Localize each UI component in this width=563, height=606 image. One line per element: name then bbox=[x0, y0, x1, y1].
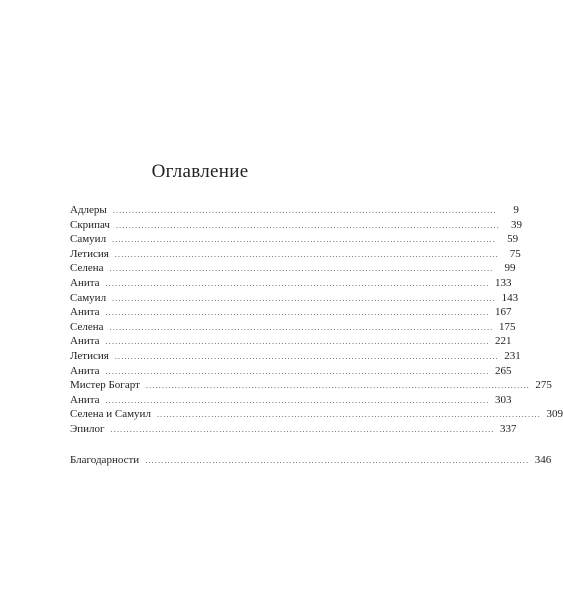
dot-leader: ........................................................................................................................ bbox=[105, 366, 490, 376]
toc-entry-page: 265 bbox=[495, 364, 512, 377]
toc-entry-label: Летисия bbox=[70, 349, 109, 362]
toc-entry-page: 337 bbox=[500, 422, 517, 435]
dot-leader: ........................................................................................................................ bbox=[112, 293, 497, 303]
toc-entry-label: Летисия bbox=[70, 247, 109, 260]
toc-entry-page: 221 bbox=[495, 335, 512, 348]
toc-entry-label: Селена и Самуил bbox=[70, 408, 151, 421]
toc-entry-label: Самуил bbox=[70, 291, 107, 304]
dot-leader: ........................................................................................................................ bbox=[105, 278, 490, 288]
dot-leader: ........................................................................................................................ bbox=[112, 206, 497, 215]
toc-entry-label: Анита bbox=[70, 335, 100, 348]
dot-leader: ........................................................................................................................ bbox=[105, 308, 490, 318]
toc-entry-page: 75 bbox=[509, 247, 521, 260]
toc-entry-page: 9 bbox=[513, 204, 519, 216]
toc-entry bbox=[70, 261, 516, 276]
toc-entry bbox=[70, 364, 512, 379]
dot-leader: ........................................................................................................................ bbox=[112, 235, 497, 245]
toc-entry bbox=[70, 407, 563, 422]
toc-entry bbox=[70, 422, 517, 437]
toc-entry-label: Анита bbox=[70, 393, 100, 406]
toc-entry-page: 346 bbox=[534, 453, 552, 466]
toc-entry bbox=[70, 393, 512, 408]
toc-entry-label: Эпилог bbox=[70, 422, 105, 435]
toc-entry-page: 275 bbox=[535, 379, 552, 392]
dot-leader: ........................................................................................................................ bbox=[105, 337, 490, 347]
toc-entry-page: 39 bbox=[510, 218, 522, 231]
toc-entry bbox=[70, 349, 521, 364]
toc-entry-page: 175 bbox=[499, 320, 516, 333]
toc-entry-acknowledgements bbox=[70, 453, 552, 468]
toc-entry bbox=[70, 276, 512, 291]
toc-entry-label: Анита bbox=[70, 276, 100, 289]
toc-entry-label: Селена bbox=[70, 320, 104, 333]
toc-entry-page: 303 bbox=[495, 393, 512, 406]
toc-entry bbox=[70, 378, 552, 393]
toc-entry-page: 167 bbox=[495, 306, 512, 319]
toc-entry-page: 143 bbox=[501, 291, 519, 304]
dot-leader: ........................................................................................................................ bbox=[109, 264, 494, 274]
dot-leader: ........................................................................................................................ bbox=[110, 424, 495, 434]
toc-entry-label: Скрипач bbox=[70, 218, 110, 231]
dot-leader: ........................................................................................................................ bbox=[156, 410, 541, 420]
toc-entry-label: Адлеры bbox=[70, 204, 107, 216]
dot-leader: ........................................................................................................................ bbox=[114, 249, 499, 259]
toc-entry bbox=[70, 334, 512, 349]
toc-entry-label: Анита bbox=[70, 364, 100, 377]
toc-entry-page: 59 bbox=[507, 233, 519, 246]
toc-entry bbox=[70, 203, 519, 218]
dot-leader: ........................................................................................................................ bbox=[109, 322, 494, 332]
toc-entry-page: 309 bbox=[546, 408, 563, 421]
toc-entry bbox=[70, 247, 521, 262]
dot-leader: ........................................................................................................................ bbox=[145, 381, 530, 391]
toc-entry-label: Самуил bbox=[70, 233, 107, 246]
table-of-contents bbox=[70, 203, 563, 467]
toc-entry bbox=[70, 305, 512, 320]
toc-entry-page: 231 bbox=[504, 349, 521, 362]
dot-leader: ........................................................................................................................ bbox=[105, 395, 490, 405]
dot-leader: ........................................................................................................................ bbox=[145, 455, 530, 465]
toc-entry-page: 133 bbox=[495, 276, 512, 289]
toc-entry bbox=[70, 218, 522, 233]
toc-entry bbox=[70, 320, 516, 335]
toc-entry-label: Благодарности bbox=[70, 453, 140, 466]
toc-entry-page: 99 bbox=[504, 262, 516, 275]
page-title: Оглавление bbox=[151, 161, 249, 182]
toc-entry-label: Мистер Богарт bbox=[70, 379, 140, 392]
dot-leader: ........................................................................................................................ bbox=[115, 220, 500, 230]
toc-entry bbox=[70, 232, 519, 247]
dot-leader: ........................................................................................................................ bbox=[114, 351, 499, 361]
toc-entry-label: Селена bbox=[70, 262, 104, 275]
toc-entry-label: Анита bbox=[70, 306, 100, 319]
toc-entry bbox=[70, 291, 519, 306]
